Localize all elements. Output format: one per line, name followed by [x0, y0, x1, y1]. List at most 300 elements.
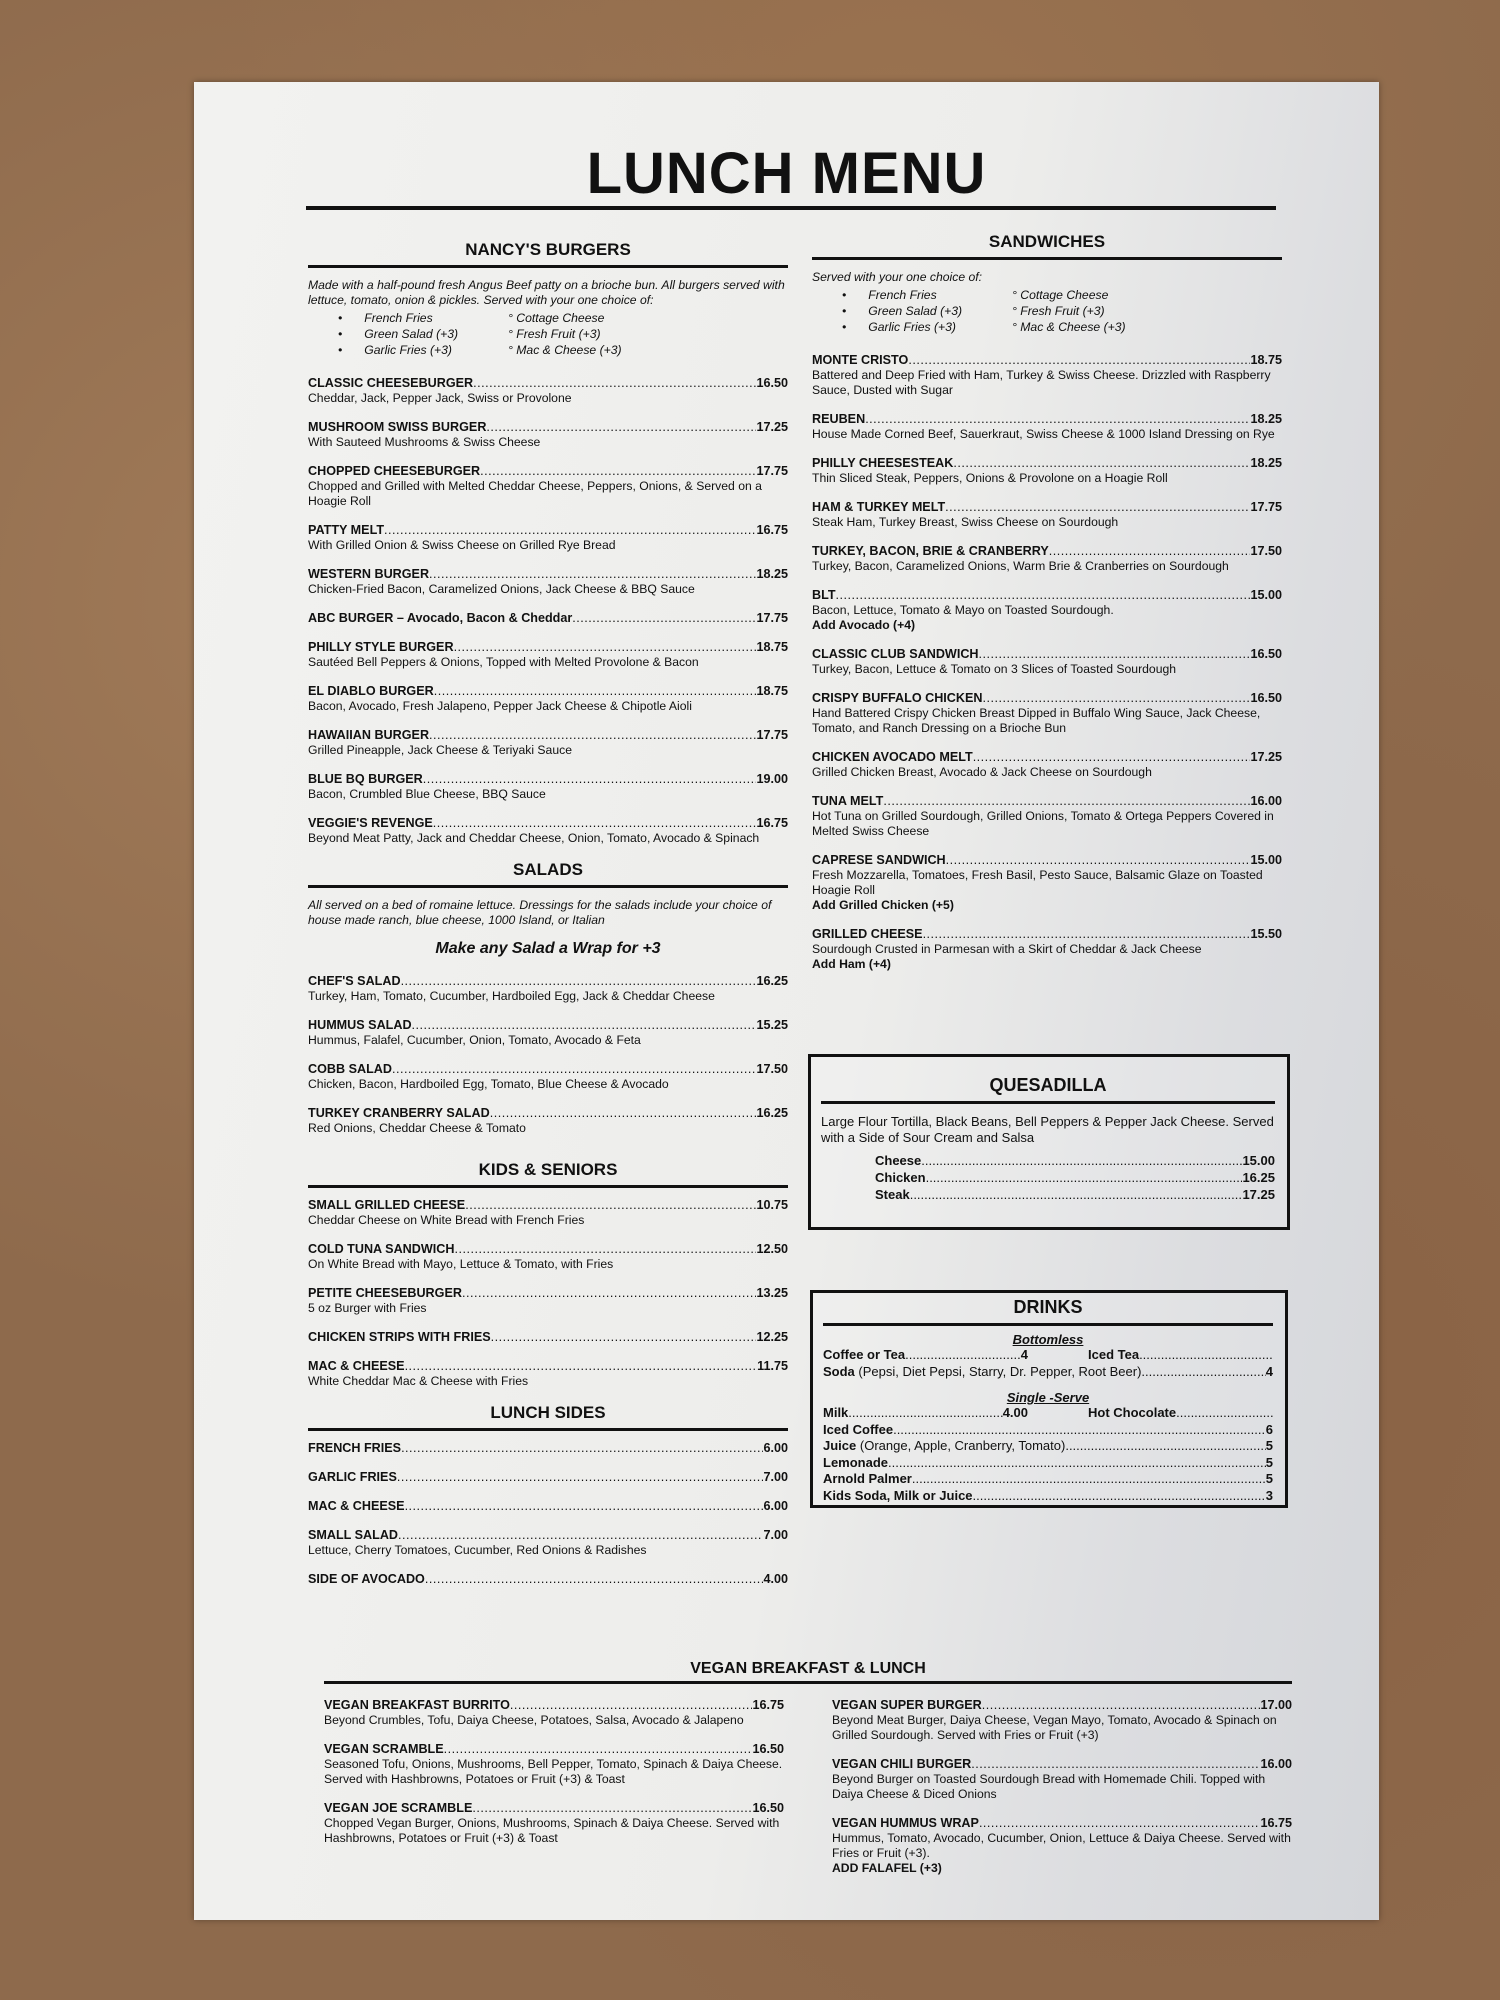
menu-item	[832, 1757, 1292, 1802]
leader-dots	[908, 353, 1250, 368]
item-price: 16.50	[1250, 647, 1282, 661]
item-line	[308, 1572, 788, 1587]
item-description: Fresh Mozzarella, Tomatoes, Fresh Basil, Pesto Sauce, Balsamic Glaze on Toasted Hoagie Roll	[812, 868, 1263, 897]
menu-item	[812, 750, 1282, 780]
item-line	[308, 974, 788, 989]
item-price: 12.50	[756, 1242, 788, 1256]
item-name: FRENCH FRIES	[308, 1441, 402, 1455]
menu-item	[308, 1572, 788, 1587]
leader-dots	[971, 1757, 1260, 1772]
menu-item	[812, 853, 1282, 913]
menu-item	[812, 647, 1282, 677]
item-name: BLUE BQ BURGER	[308, 772, 423, 786]
drink-line: Lemonade ..... 5	[823, 1455, 1273, 1472]
section-intro: All served on a bed of romaine lettuce. Dressings for the salads include your choice of house made ranch, blue cheese, 1000 Island, or Italian	[308, 898, 772, 927]
menu-item	[812, 927, 1282, 972]
menu-item	[308, 1062, 788, 1092]
leader-dots	[473, 376, 756, 391]
leader-dots	[384, 523, 756, 538]
leader-dots	[465, 1198, 756, 1213]
item-price: 18.25	[1250, 456, 1282, 470]
item-name: SIDE OF AVOCADO	[308, 1572, 425, 1586]
item-description: Chopped Vegan Burger, Onions, Mushrooms, Spinach & Daiya Cheese. Served with Hashbrowns, Potatoes or Fruit (+3) & Toast	[324, 1816, 780, 1845]
item-line	[812, 794, 1282, 809]
item-price: 16.75	[752, 1698, 784, 1712]
item-price: 18.75	[1250, 353, 1282, 367]
item-price: 16.75	[1260, 1816, 1292, 1830]
item-description: Beyond Meat Burger, Daiya Cheese, Vegan Mayo, Tomato, Avocado & Spinach on Grilled Sourdough. Served with Fries or Fruit (+3)	[832, 1713, 1277, 1742]
item-name: TUNA MELT	[812, 794, 884, 808]
item-line	[812, 544, 1282, 559]
drink-line: Kids Soda, Milk or Juice ..... 3	[823, 1488, 1273, 1505]
leader-dots	[982, 1698, 1261, 1713]
item-name: BLT	[812, 588, 836, 602]
item-description: Turkey, Ham, Tomato, Cucumber, Hardboiled Egg, Jack & Cheddar Cheese	[308, 989, 715, 1003]
right-column	[812, 232, 1282, 986]
item-name: EL DIABLO BURGER	[308, 684, 434, 698]
leader-dots	[444, 1742, 753, 1757]
item-description: Sourdough Crusted in Parmesan with a Skirt of Cheddar & Jack Cheese	[812, 942, 1202, 956]
section-title: SANDWICHES	[812, 232, 1282, 260]
item-price: 18.25	[1250, 412, 1282, 426]
item-name: CHOPPED CHEESEBURGER	[308, 464, 481, 478]
item-description: Cheddar Cheese on White Bread with French Fries	[308, 1213, 585, 1227]
sides-list	[308, 1441, 788, 1587]
side-choices	[842, 287, 1282, 335]
choice: • Green Salad (+3)	[842, 303, 1012, 319]
quesadilla-option: Cheese ..... 15.00	[875, 1152, 1275, 1169]
leader-dots	[491, 1330, 757, 1345]
item-description: Bacon, Lettuce, Tomato & Mayo on Toasted Sourdough.	[812, 603, 1114, 617]
leader-dots	[883, 794, 1250, 809]
item-description: Beyond Crumbles, Tofu, Daiya Cheese, Potatoes, Salsa, Avocado & Jalapeno	[324, 1713, 744, 1727]
item-line	[308, 464, 788, 479]
item-price: 18.25	[756, 567, 788, 581]
burgers-list	[308, 376, 788, 846]
item-description: Grilled Pineapple, Jack Cheese & Teriyaki Sauce	[308, 743, 572, 757]
menu-item	[308, 640, 788, 670]
item-name: VEGAN HUMMUS WRAP	[832, 1816, 979, 1830]
item-line	[308, 728, 788, 743]
item-addon: Add Ham (+4)	[812, 957, 891, 971]
item-name: HAWAIIAN BURGER	[308, 728, 430, 742]
drinks-box	[810, 1290, 1288, 1508]
item-line	[308, 1330, 788, 1345]
item-line	[832, 1698, 1292, 1713]
leader-dots	[973, 750, 1251, 765]
item-price: 17.75	[756, 464, 788, 478]
item-description: Hummus, Falafel, Cucumber, Onion, Tomato, Avocado & Feta	[308, 1033, 641, 1047]
menu-item	[308, 1106, 788, 1136]
vegan-right-list	[832, 1698, 1292, 1890]
choice: ° Cottage Cheese	[1012, 287, 1172, 303]
item-name: CRISPY BUFFALO CHICKEN	[812, 691, 983, 705]
quesadilla-option: Chicken ..... 16.25	[875, 1169, 1275, 1186]
menu-item	[308, 1330, 788, 1345]
choice: • Garlic Fries (+3)	[338, 342, 508, 358]
item-line	[308, 1242, 788, 1257]
item-name: TURKEY, BACON, BRIE & CRANBERRY	[812, 544, 1049, 558]
item-description: Beyond Meat Patty, Jack and Cheddar Cheese, Onion, Tomato, Avocado & Spinach	[308, 831, 760, 845]
leader-dots	[401, 974, 757, 989]
item-name: PHILLY STYLE BURGER	[308, 640, 454, 654]
item-price: 17.75	[1250, 500, 1282, 514]
item-line	[812, 853, 1282, 868]
item-name: COLD TUNA SANDWICH	[308, 1242, 455, 1256]
section-intro: Served with your one choice of:	[812, 270, 983, 284]
item-name: VEGAN SCRAMBLE	[324, 1742, 444, 1756]
item-price: 16.75	[756, 816, 788, 830]
menu-item	[812, 691, 1282, 736]
item-description: Chopped and Grilled with Melted Cheddar Cheese, Peppers, Onions, & Served on a Hoagie Roll	[308, 479, 762, 508]
menu-item	[308, 728, 788, 758]
menu-item	[308, 816, 788, 846]
menu-item	[308, 1470, 788, 1485]
drink-line: Arnold Palmer ..... 5	[823, 1471, 1273, 1488]
leader-dots	[953, 456, 1250, 471]
item-line	[812, 456, 1282, 471]
menu-item	[308, 567, 788, 597]
item-description: Bacon, Avocado, Fresh Jalapeno, Pepper Jack Cheese & Chipotle Aioli	[308, 699, 692, 713]
item-name: MONTE CRISTO	[812, 353, 909, 367]
item-line	[308, 1470, 788, 1485]
section-title: LUNCH SIDES	[308, 1403, 788, 1431]
leader-dots	[423, 772, 757, 787]
menu-item	[308, 420, 788, 450]
drink-line: Juice (Orange, Apple, Cranberry, Tomato) ..... 5	[823, 1438, 1273, 1455]
item-price: 16.50	[752, 1742, 784, 1756]
leader-dots	[429, 728, 756, 743]
leader-dots	[490, 1106, 757, 1121]
leader-dots	[472, 1801, 752, 1816]
item-price: 7.00	[763, 1470, 788, 1484]
drink-line: Soda (Pepsi, Diet Pepsi, Starry, Dr. Pepper, Root Beer) ..... 4	[823, 1364, 1273, 1381]
menu-item	[812, 588, 1282, 633]
item-price: 16.50	[752, 1801, 784, 1815]
section-title: QUESADILLA	[821, 1075, 1275, 1104]
choice: ° Fresh Fruit (+3)	[508, 326, 668, 342]
item-name: PETITE CHEESEBURGER	[308, 1286, 462, 1300]
item-description: Hot Tuna on Grilled Sourdough, Grilled Onions, Tomato & Ortega Peppers Covered in Melted Swiss Cheese	[812, 809, 1274, 838]
item-price: 16.75	[756, 523, 788, 537]
item-line	[324, 1801, 784, 1816]
leader-dots	[397, 1470, 764, 1485]
burgers-section	[308, 240, 788, 846]
item-name: CHEF'S SALAD	[308, 974, 401, 988]
item-description: Red Onions, Cheddar Cheese & Tomato	[308, 1121, 526, 1135]
item-description: Steak Ham, Turkey Breast, Swiss Cheese on Sourdough	[812, 515, 1119, 529]
item-name: PATTY MELT	[308, 523, 385, 537]
item-line	[812, 750, 1282, 765]
choice: ° Fresh Fruit (+3)	[1012, 303, 1172, 319]
item-description: On White Bread with Mayo, Lettuce & Tomato, with Fries	[308, 1257, 614, 1271]
item-line	[308, 1018, 788, 1033]
item-name: CLASSIC CLUB SANDWICH	[812, 647, 979, 661]
item-addon: Add Grilled Chicken (+5)	[812, 898, 954, 912]
item-description: Lettuce, Cherry Tomatoes, Cucumber, Red Onions & Radishes	[308, 1543, 647, 1557]
item-price: 17.25	[1250, 750, 1282, 764]
item-name: VEGAN CHILI BURGER	[832, 1757, 972, 1771]
item-price: 6.00	[763, 1499, 788, 1513]
item-price: 12.25	[756, 1330, 788, 1344]
item-line	[308, 376, 788, 391]
item-description: Chicken-Fried Bacon, Caramelized Onions, Jack Cheese & BBQ Sauce	[308, 582, 695, 596]
item-line	[324, 1698, 784, 1713]
menu-title: LUNCH MENU	[586, 141, 987, 206]
item-description: With Grilled Onion & Swiss Cheese on Grilled Rye Bread	[308, 538, 616, 552]
choice: • French Fries	[842, 287, 1012, 303]
drink-line: Milk ..... 4.00 Hot Chocolate .....	[823, 1405, 1273, 1422]
menu-item	[308, 1242, 788, 1272]
menu-item	[324, 1742, 784, 1787]
item-line	[308, 1441, 788, 1456]
item-name: CAPRESE SANDWICH	[812, 853, 946, 867]
item-line	[308, 684, 788, 699]
leader-dots	[1049, 544, 1251, 559]
item-name: COBB SALAD	[308, 1062, 392, 1076]
leader-dots	[979, 1816, 1261, 1831]
sides-section	[308, 1403, 788, 1587]
leader-dots	[405, 1359, 758, 1374]
menu-item	[812, 353, 1282, 398]
item-description: Bacon, Crumbled Blue Cheese, BBQ Sauce	[308, 787, 546, 801]
item-price: 11.75	[757, 1359, 788, 1373]
left-column	[308, 240, 788, 1601]
item-price: 17.00	[1260, 1698, 1292, 1712]
item-line	[308, 1499, 788, 1514]
item-price: 15.00	[1250, 588, 1282, 602]
wrap-note: Make any Salad a Wrap for +3	[435, 940, 661, 957]
item-name: VEGAN SUPER BURGER	[832, 1698, 982, 1712]
section-title: KIDS & SENIORS	[308, 1160, 788, 1188]
item-name: HUMMUS SALAD	[308, 1018, 412, 1032]
item-description: Sautéed Bell Peppers & Onions, Topped with Melted Provolone & Bacon	[308, 655, 699, 669]
menu-item	[308, 464, 788, 509]
item-price: 17.25	[756, 420, 788, 434]
item-addon: ADD FALAFEL (+3)	[832, 1861, 942, 1875]
item-line	[308, 1198, 788, 1213]
menu-item	[832, 1698, 1292, 1743]
item-line	[308, 772, 788, 787]
item-line	[812, 412, 1282, 427]
menu-item	[812, 544, 1282, 574]
single-serve-label: Single -Serve	[1006, 1390, 1090, 1405]
item-price: 16.00	[1250, 794, 1282, 808]
item-description: Turkey, Bacon, Lettuce & Tomato on 3 Slices of Toasted Sourdough	[812, 662, 1177, 676]
item-price: 6.00	[763, 1441, 788, 1455]
bottomless-label: Bottomless	[1012, 1332, 1084, 1347]
leader-dots	[412, 1018, 757, 1033]
item-price: 17.75	[756, 611, 788, 625]
item-line	[308, 1528, 788, 1543]
leader-dots	[945, 500, 1250, 515]
item-line	[308, 420, 788, 435]
item-line	[812, 588, 1282, 603]
item-line	[308, 640, 788, 655]
salads-list	[308, 974, 788, 1136]
menu-item	[308, 611, 788, 626]
item-price: 16.50	[1250, 691, 1282, 705]
menu-item	[308, 376, 788, 406]
item-addon: Add Avocado (+4)	[812, 618, 916, 632]
menu-item	[308, 1528, 788, 1558]
item-description: Thin Sliced Steak, Peppers, Onions & Provolone on a Hoagie Roll	[812, 471, 1168, 485]
vegan-left-list	[324, 1698, 784, 1890]
menu-item	[308, 1499, 788, 1514]
item-name: VEGGIE'S REVENGE	[308, 816, 433, 830]
menu-paper	[194, 82, 1379, 1920]
menu-item	[812, 794, 1282, 839]
leader-dots	[946, 853, 1251, 868]
item-description: Turkey, Bacon, Caramelized Onions, Warm Brie & Cranberries on Sourdough	[812, 559, 1229, 573]
drink-line: Iced Coffee ..... 6	[823, 1422, 1273, 1439]
item-description: Cheddar, Jack, Pepper Jack, Swiss or Provolone	[308, 391, 572, 405]
item-description: Grilled Chicken Breast, Avocado & Jack Cheese on Sourdough	[812, 765, 1152, 779]
item-description: Seasoned Tofu, Onions, Mushrooms, Bell Pepper, Tomato, Spinach & Daiya Cheese. Served with Hashbrowns, Potatoes or Fruit (+3) & Toast	[324, 1757, 783, 1786]
section-title: SALADS	[308, 860, 788, 888]
item-description: White Cheddar Mac & Cheese with Fries	[308, 1374, 529, 1388]
item-line	[308, 1286, 788, 1301]
item-name: GARLIC FRIES	[308, 1470, 397, 1484]
item-description: Hummus, Tomato, Avocado, Cucumber, Onion, Lettuce & Daiya Cheese. Served with Fries or Fruit (+3).	[832, 1831, 1291, 1860]
item-price: 16.25	[756, 974, 788, 988]
leader-dots	[983, 691, 1251, 706]
leader-dots	[510, 1698, 753, 1713]
item-name: HAM & TURKEY MELT	[812, 500, 946, 514]
item-line	[832, 1757, 1292, 1772]
menu-item	[324, 1698, 784, 1728]
item-line	[308, 1106, 788, 1121]
item-line	[832, 1816, 1292, 1831]
item-name: CHICKEN AVOCADO MELT	[812, 750, 973, 764]
menu-item	[308, 1441, 788, 1456]
item-price: 13.25	[756, 1286, 788, 1300]
item-name: ABC BURGER – Avocado, Bacon & Cheddar	[308, 611, 573, 625]
item-name: GRILLED CHEESE	[812, 927, 923, 941]
choice: ° Mac & Cheese (+3)	[508, 342, 668, 358]
leader-dots	[865, 412, 1250, 427]
item-line	[308, 1062, 788, 1077]
menu-item	[308, 684, 788, 714]
item-description: Hand Battered Crispy Chicken Breast Dipped in Buffalo Wing Sauce, Jack Cheese, Tomato, and Ranch Dressing on a Brioche Bun	[812, 706, 1261, 735]
sandwiches-section	[812, 232, 1282, 972]
quesadilla-desc: Large Flour Tortilla, Black Beans, Bell Peppers & Pepper Jack Cheese. Served with a Side of Sour Cream and Salsa	[821, 1114, 1274, 1145]
leader-dots	[462, 1286, 757, 1301]
leader-dots	[433, 816, 757, 831]
item-description: Chicken, Bacon, Hardboiled Egg, Tomato, Blue Cheese & Avocado	[308, 1077, 669, 1091]
item-price: 17.75	[756, 728, 788, 742]
leader-dots	[480, 464, 756, 479]
item-name: MAC & CHEESE	[308, 1359, 405, 1373]
section-title: VEGAN BREAKFAST & LUNCH	[324, 1660, 1292, 1684]
item-description: Beyond Burger on Toasted Sourdough Bread with Homemade Chili. Topped with Daiya Cheese & Diced Onions	[832, 1772, 1266, 1801]
section-intro: Made with a half-pound fresh Angus Beef patty on a brioche bun. All burgers served with lettuce, tomato, onion & pickles. Served with your one choice of:	[308, 278, 785, 307]
item-line	[812, 647, 1282, 662]
item-name: SMALL GRILLED CHEESE	[308, 1198, 466, 1212]
menu-item	[812, 456, 1282, 486]
item-price: 17.50	[756, 1062, 788, 1076]
quesadilla-option: Steak ..... 17.25	[875, 1186, 1275, 1203]
leader-dots	[454, 1242, 756, 1257]
item-price: 10.75	[756, 1198, 788, 1212]
item-name: MUSHROOM SWISS BURGER	[308, 420, 487, 434]
item-price: 18.75	[756, 684, 788, 698]
menu-item	[324, 1801, 784, 1846]
vegan-section	[324, 1660, 1292, 1890]
leader-dots	[401, 1441, 763, 1456]
leader-dots	[979, 647, 1251, 662]
leader-dots	[429, 567, 756, 582]
kids-section	[308, 1160, 788, 1389]
item-line	[812, 353, 1282, 368]
choice: ° Cottage Cheese	[508, 310, 668, 326]
sandwiches-list	[812, 353, 1282, 972]
item-name: PHILLY CHEESESTEAK	[812, 456, 954, 470]
item-price: 16.50	[756, 376, 788, 390]
item-name: VEGAN JOE SCRAMBLE	[324, 1801, 473, 1815]
choice: • Garlic Fries (+3)	[842, 319, 1012, 335]
item-description: With Sauteed Mushrooms & Swiss Cheese	[308, 435, 541, 449]
leader-dots	[425, 1572, 764, 1587]
item-line	[812, 927, 1282, 942]
menu-item	[308, 1286, 788, 1316]
item-name: CHICKEN STRIPS WITH FRIES	[308, 1330, 491, 1344]
leader-dots	[392, 1062, 757, 1077]
item-price: 7.00	[763, 1528, 788, 1542]
item-price: 15.50	[1250, 927, 1282, 941]
leader-dots	[434, 684, 757, 699]
item-line	[812, 691, 1282, 706]
item-description: 5 oz Burger with Fries	[308, 1301, 427, 1315]
item-line	[812, 500, 1282, 515]
choice: • French Fries	[338, 310, 508, 326]
choice: ° Mac & Cheese (+3)	[1012, 319, 1172, 335]
section-title: NANCY'S BURGERS	[308, 240, 788, 268]
leader-dots	[923, 927, 1251, 942]
item-name: MAC & CHEESE	[308, 1499, 405, 1513]
leader-dots	[572, 611, 756, 626]
item-price: 15.00	[1250, 853, 1282, 867]
leader-dots	[836, 588, 1251, 603]
menu-item	[308, 523, 788, 553]
leader-dots	[486, 420, 756, 435]
item-line	[308, 1359, 788, 1374]
item-description: House Made Corned Beef, Sauerkraut, Swiss Cheese & 1000 Island Dressing on Rye	[812, 427, 1275, 441]
menu-item	[832, 1816, 1292, 1876]
drink-line: Coffee or Tea ..... 4 Iced Tea .....	[823, 1347, 1273, 1364]
item-name: SMALL SALAD	[308, 1528, 399, 1542]
leader-dots	[398, 1528, 763, 1543]
item-name: VEGAN BREAKFAST BURRITO	[324, 1698, 510, 1712]
leader-dots	[405, 1499, 764, 1514]
kids-list	[308, 1198, 788, 1389]
item-price: 4.00	[763, 1572, 788, 1586]
item-name: WESTERN BURGER	[308, 567, 430, 581]
menu-item	[812, 500, 1282, 530]
item-line	[308, 816, 788, 831]
menu-item	[308, 1018, 788, 1048]
quesadilla-box	[808, 1054, 1290, 1230]
item-name: CLASSIC CHEESEBURGER	[308, 376, 474, 390]
leader-dots	[454, 640, 757, 655]
side-choices	[338, 310, 788, 358]
item-name: REUBEN	[812, 412, 866, 426]
menu-item	[812, 412, 1282, 442]
item-price: 16.25	[756, 1106, 788, 1120]
salads-section	[308, 860, 788, 1136]
section-title: DRINKS	[823, 1297, 1273, 1326]
menu-item	[308, 1359, 788, 1389]
